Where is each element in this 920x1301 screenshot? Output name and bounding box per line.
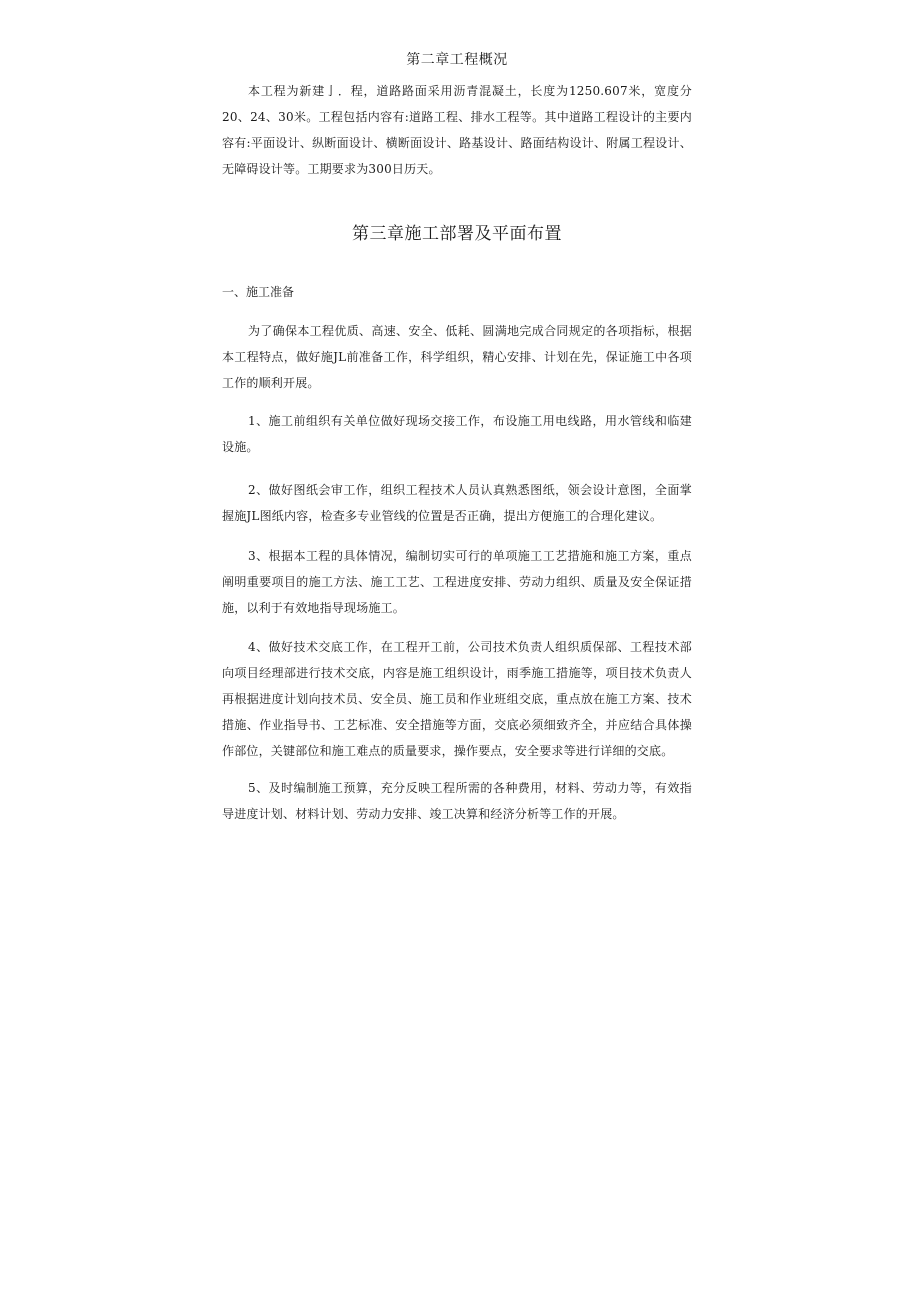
project-overview-paragraph: 本工程为新建亅．程，道路路面采用沥青混凝土，长度为1250.607米，宽度分20、24、30米。工程包括内容有:道路工程、排水工程等。其中道路工程设计的主要内容有:平面设计、纵断面设计、横断面设计、路基设计、路面结构设计、附属工程设计、无障碍设计等。工期要求为300日历天。 [222,84,692,176]
chapter3-title: 第三章施工部署及平面布置 [352,224,562,244]
preparation-item-2: 2、做好图纸会审工作，组织工程技术人员认真熟悉图纸，领会设计意图，全面掌握施JL图纸内容，检查多专业管线的位置是否正确，提出方便施工的合理化建议。 [222,483,692,523]
preparation-intro-paragraph: 为了确保本工程优质、高速、安全、低耗、圆满地完成合同规定的各项指标，根据本工程特点，做好施JL前准备工作，科学组织，精心安排、计划在先，保证施工中各项工作的顺利开展。 [222,324,692,390]
section-heading-construction-preparation: 一、施工准备 [222,285,295,299]
chapter2-title: 第二章工程概况 [406,52,508,68]
preparation-item-5: 5、及时编制施工预算，充分反映工程所需的各种费用，材料、劳动力等，有效指导进度计划、材料计划、劳动力安排、竣工决算和经济分析等工作的开展。 [222,781,692,821]
preparation-item-3: 3、根据本工程的具体情况，编制切实可行的单项施工工艺措施和施工方案，重点阐明重要项目的施工方法、施工工艺、工程进度安排、劳动力组织、质量及安全保证措施，以利于有效地指导现场施工。 [222,549,692,615]
preparation-item-4: 4、做好技术交底工作，在工程开工前，公司技术负责人组织质保部、工程技术部向项目经理部进行技术交底，内容是施工组织设计，雨季施工措施等，项目技术负责人再根据进度计划向技术员、安全员、施工员和作业班组交底，重点放在施工方案、技术措施、作业指导书、工艺标准、安全措施等方面，交底必须细致齐全，并应结合具体操作部位，关键部位和施工难点的质量要求，操作要点，安全要求等进行详细的交底。 [222,640,692,758]
preparation-item-1: 1、施工前组织有关单位做好现场交接工作，布设施工用电线路，用水管线和临建设施。 [222,414,692,454]
